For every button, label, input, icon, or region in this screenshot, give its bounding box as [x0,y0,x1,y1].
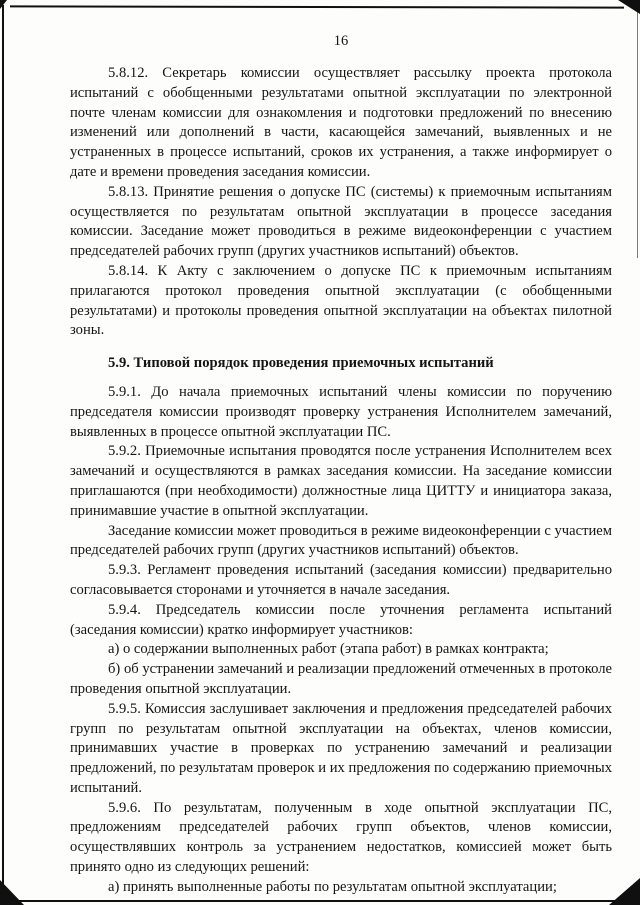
paragraph: б) об устранении замечаний и реализации предложений отмеченных в протоколе проведения опытной эксплуатации. [70,661,612,697]
paragraph: 5.9.5. Комиссия заслушивает заключения и предложения председателей рабочих групп по результатам опытной эксплуатации на объектах, членов комиссии, принимавших участие в проверках по устранению замечаний и реализации предложений, по результатам проверок и их предложения по содержанию приемочных испытаний. [70,700,612,796]
scan-edge-left [2,5,4,895]
scan-edge-top [10,5,624,8]
scan-edge-bottom [4,900,636,902]
scan-edge-right [637,8,638,258]
paragraph: 5.9.4. Председатель комиссии после уточнения регламента испытаний (заседания комиссии) кратко информирует участников: [70,601,612,638]
page-number: 16 [333,33,349,49]
document-body [70,64,612,898]
paragraph: 5.9.3. Регламент проведения испытаний (заседания комиссии) предварительно согласовывается сторонами и уточняется в начале заседания. [70,562,612,598]
paragraph: а) принять выполненные работы по результатам опытной эксплуатации; [108,878,557,895]
paragraph: Заседание комиссии может проводиться в режиме видеоконференции с участием председателей рабочих групп (других участников испытаний) объектов. [70,522,612,559]
paragraph: 5.8.13. Принятие решения о допуске ПС (системы) к приемочным испытаниям осуществляется по результатам опытной эксплуатации в процессе заседания комиссии. Заседание может проводиться в режиме видеоконференции с участием председателей рабочих групп (других участников испытаний) объектов. [70,183,612,260]
paragraph: а) о содержании выполненных работ (этапа работ) в рамках контракта; [108,641,549,658]
scan-corner-bottom-right [609,878,640,905]
paragraph: 5.9.6. По результатам, полученным в ходе опытной эксплуатации ПС, предложениям председателей рабочих групп объектов, членов комиссии, осуществлявших контроль за устранением недостатков, комиссией может быть принято одно из следующих решений: [70,799,612,876]
scan-corner-bottom-left [0,880,24,905]
section-heading: 5.9. Типовой порядок проведения приемочных испытаний [108,355,494,372]
paragraph: 5.8.14. К Акту с заключением о допуске ПС к приемочным испытаниям прилагаются протокол проведения опытной эксплуатации (с обобщенными результатами) и протоколы проведения опытной эксплуатации на объектах пилотной зоны. [70,262,612,339]
page-content [70,32,612,898]
paragraph: 5.9.2. Приемочные испытания проводятся после устранения Исполнителем всех замечаний и осуществляются в рамках заседания комиссии. На заседание комиссии приглашаются (при необходимости) должностные лица ЦИТТУ и инициатора заказа, принимавшие участие в опытной эксплуатации. [70,443,612,519]
paragraph: 5.9.1. До начала приемочных испытаний члены комиссии по поручению председателя комиссии производят проверку устранения Исполнителем замечаний, выявленных в процессе опытной эксплуатации ПС. [70,383,612,440]
paragraph: 5.8.12. Секретарь комиссии осуществляет рассылку проекта протокола испытаний с обобщенными результатами опытной эксплуатации по электронной почте членам комиссии для ознакомления и подготовки предложений по внесению изменений или дополнений в части, касающейся замечаний, выявленных и не устраненных в процессе испытаний, сроков их устранения, а также информирует о дате и времени проведения заседания комиссии. [70,65,612,180]
